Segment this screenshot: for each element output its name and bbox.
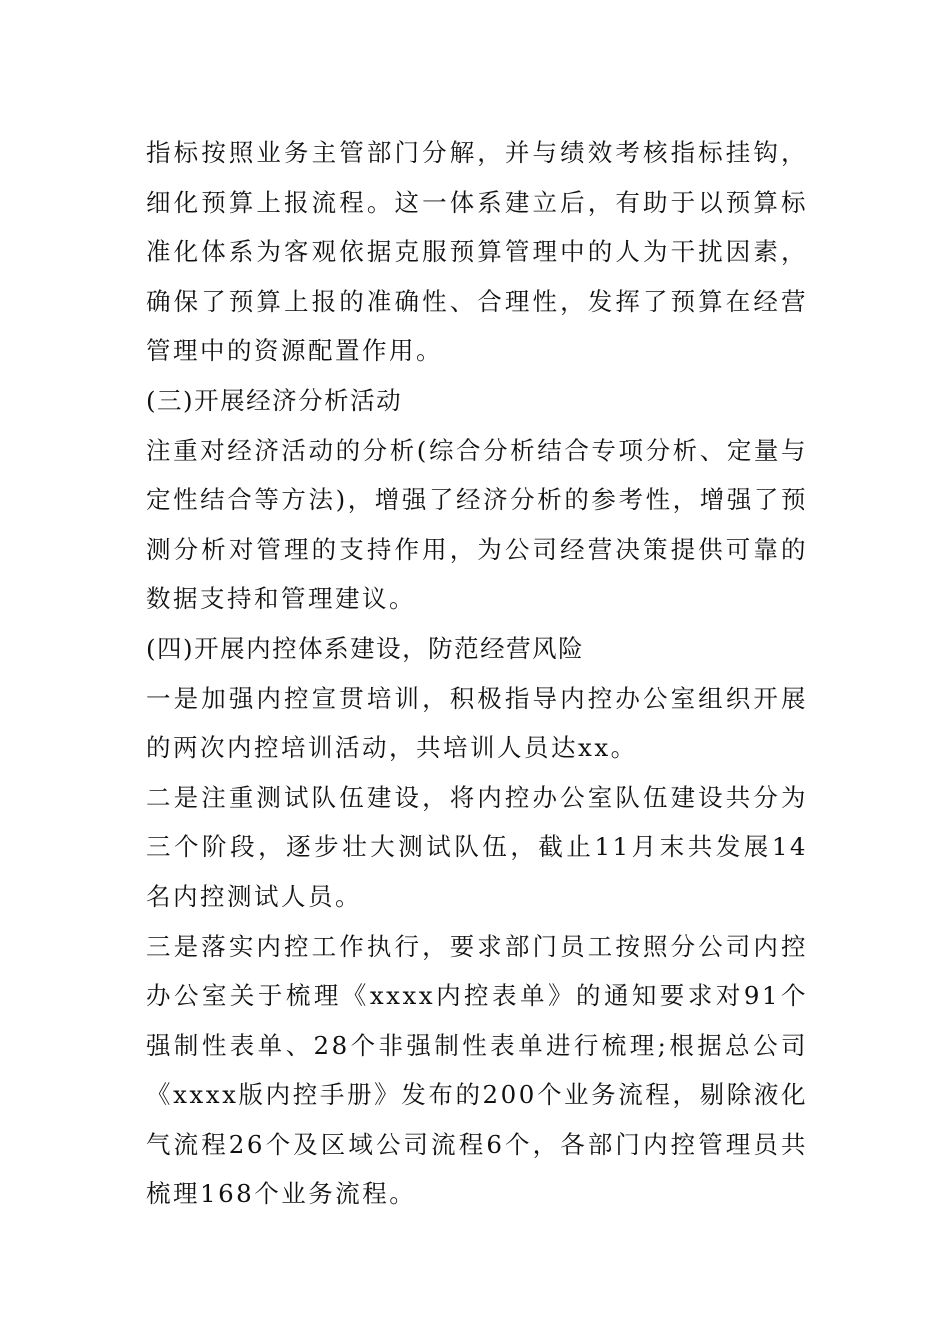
paragraph-control-execution: 三是落实内控工作执行，要求部门员工按照分公司内控办公室关于梳理《xxxx内控表单》的通知要求对91个强制性表单、28个非强制性表单进行梳理;根据总公司《xxxx版内控手册》发布的200个业务流程，剔除液化气流程26个及区域公司流程6个，各部门内控管理员共梳理168个业务流程。	[146, 931, 808, 1209]
document-body	[146, 128, 808, 1219]
heading-internal-control: (四)开展内控体系建设，防范经营风险	[146, 633, 585, 663]
paragraph-test-team: 二是注重测试队伍建设，将内控办公室队伍建设共分为三个阶段，逐步壮大测试队伍，截止11月末共发展14名内控测试人员。	[146, 782, 808, 911]
heading-economic-analysis: (三)开展经济分析活动	[146, 385, 403, 415]
paragraph-budget-system: 指标按照业务主管部门分解，并与绩效考核指标挂钩，细化预算上报流程。这一体系建立后，有助于以预算标准化体系为客观依据克服预算管理中的人为干扰因素，确保了预算上报的准确性、合理性，发挥了预算在经营管理中的资源配置作用。	[146, 138, 808, 366]
paragraph-economic-analysis: 注重对经济活动的分析(综合分析结合专项分析、定量与定性结合等方法)，增强了经济分析的参考性，增强了预测分析对管理的支持作用，为公司经营决策提供可靠的数据支持和管理建议。	[146, 435, 808, 614]
paragraph-training: 一是加强内控宣贯培训，积极指导内控办公室组织开展的两次内控培训活动，共培训人员达xx。	[146, 683, 808, 763]
